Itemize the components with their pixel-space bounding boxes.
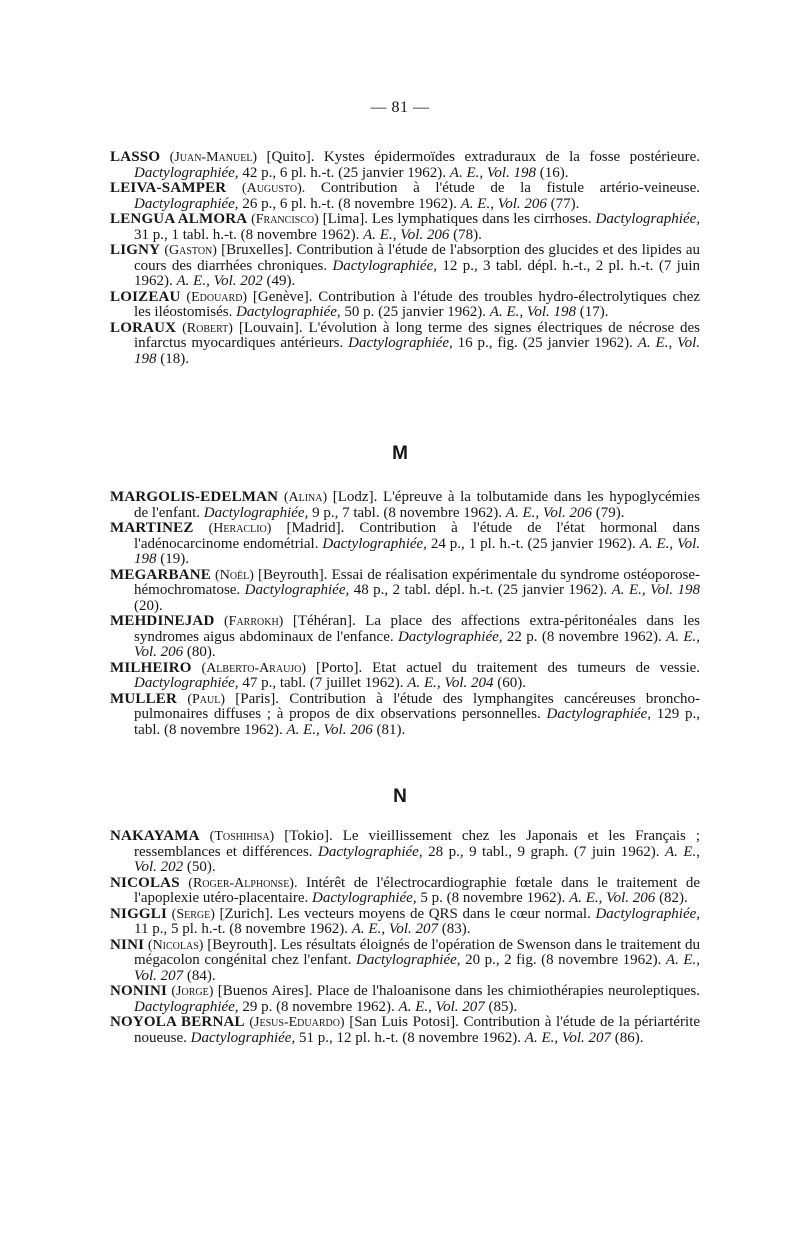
bibliography-entry: [110, 692, 700, 739]
entry-number: (18).: [160, 350, 189, 367]
entry-title: Essai de réalisation expérimentale du syndrome ostéoporose-hémochromatose.: [134, 566, 701, 598]
entry-journal: A. E.,: [286, 721, 320, 738]
entry-volume: Vol. 198: [134, 535, 701, 567]
entry-place: [Quito].: [266, 149, 315, 165]
entry-journal: A. E.,: [449, 164, 484, 181]
entry-source: Dactylographiée,: [134, 164, 239, 181]
entry-number: (80).: [186, 644, 216, 660]
entry-author-given-name: (Juan-Manuel): [169, 150, 258, 165]
entry-journal: A. E.,: [176, 273, 210, 289]
entry-place: [Paris].: [235, 690, 279, 707]
entry-author-name: MARGOLIS-EDELMAN: [110, 489, 279, 505]
entry-number: (60).: [497, 675, 527, 691]
bibliography-entry: [110, 829, 700, 876]
entry-journal: A. E.,: [611, 582, 646, 598]
entry-number: (77).: [550, 195, 580, 212]
entry-author-name: NIGGLI: [110, 905, 168, 922]
bibliography-entry: [110, 490, 700, 521]
section-letter-n: N: [393, 786, 407, 807]
entry-source: Dactylographiée,: [397, 628, 503, 645]
entry-source: Dactylographiée,: [348, 335, 453, 351]
bibliography-entry: [110, 907, 700, 938]
entry-author-given-name: (Toshihisa): [209, 829, 275, 844]
entry-place: [Buenos Aires].: [217, 983, 313, 999]
entry-place: [Beyrouth].: [257, 566, 328, 583]
bibliography-entry: [110, 290, 700, 321]
entry-title: Kystes épidermoïdes extraduraux de la fosse postérieure.: [323, 149, 701, 165]
bibliography-entry: [110, 661, 700, 692]
entry-number: (19).: [160, 551, 189, 567]
entry-author-given-name: (Alberto-Araujo): [201, 660, 307, 676]
entry-title: Les lymphatiques dans les cirrhoses.: [371, 211, 592, 227]
entry-place: [Madrid].: [286, 520, 345, 536]
entry-title: Etat actuel du traitement des tumeurs de vessie.: [372, 659, 701, 676]
entry-volume: Vol. 202: [213, 273, 263, 289]
entry-author-given-name: (Gaston): [164, 243, 217, 258]
entry-details: 50 p. (25 janvier 1962).: [344, 304, 487, 320]
entry-title: Intérêt de l'électrocardiographie fœtale dans le traitement de l'apoplexie utéro-placentaire.: [134, 874, 700, 906]
entry-number: (81).: [376, 721, 406, 738]
entry-author-name: MILHEIRO: [110, 659, 192, 676]
entry-journal: A. E.,: [664, 843, 701, 860]
entry-author-given-name: (Francisco): [251, 212, 319, 227]
bibliography-entry: [110, 614, 700, 661]
entry-volume: Vol. 198: [650, 582, 700, 598]
entry-author-name: LORAUX: [110, 319, 177, 336]
entry-title: Le vieillissement chez les Japonais et les Français ; ressemblances et différences.: [134, 828, 701, 860]
entry-journal: A. E.,: [639, 535, 674, 552]
entry-number: (82).: [659, 890, 688, 906]
entry-number: (78).: [453, 226, 482, 243]
entry-volume: Vol. 204: [444, 675, 494, 691]
entry-title: Contribution à l'étude des lymphangites cancéreuses broncho-pulmonaires diffuses ; à propos de dix observations personnelles.: [134, 690, 701, 722]
section-letter-m: M: [392, 443, 408, 464]
entry-author-given-name: (Nicolas): [147, 937, 204, 953]
section-m: [110, 490, 700, 738]
bibliography-entry: [110, 321, 700, 368]
entry-source: Dactylographiée,: [322, 535, 427, 552]
entry-source: Dactylographiée,: [203, 504, 309, 521]
entry-author-name: LIGNY: [110, 242, 161, 258]
entry-details: 12 p., 3 tabl. dépl. h.-t., 2 pl. h.-t. (7 juin 1962).: [134, 257, 701, 289]
entry-source: Dactylographiée,: [236, 304, 341, 320]
entry-author-given-name: (Robert): [182, 320, 233, 336]
entry-place: [Lodz].: [332, 489, 378, 505]
bibliography-entry: [110, 181, 700, 212]
entry-journal: A. E.,: [398, 998, 432, 1015]
entry-author-name: MEHDINEJAD: [110, 613, 215, 629]
entry-details: 29 p. (8 novembre 1962).: [242, 998, 395, 1015]
entry-author-name: NICOLAS: [110, 874, 180, 891]
entry-title: L'évolution à long terme des signes électriques de nécrose des infarctus myocardiques antérieurs.: [134, 319, 701, 351]
entry-volume: Vol. 202: [134, 859, 184, 875]
section-n: [110, 829, 700, 1046]
entry-number: (17).: [579, 304, 609, 320]
entry-volume: Vol. 207: [388, 921, 438, 937]
bibliography-entry: [110, 938, 700, 985]
entry-volume: Vol. 206: [542, 504, 593, 521]
entry-title: L'épreuve à la tolbutamide dans les hypoglycémies de l'enfant.: [134, 489, 701, 521]
entry-number: (85).: [488, 998, 518, 1015]
page-number: — 81 —: [370, 99, 430, 116]
entry-volume: Vol. 198: [134, 335, 701, 367]
entry-author-name: LEIVA-SAMPER: [110, 180, 227, 196]
entry-source: Dactylographiée,: [595, 905, 701, 922]
entry-volume: Vol. 206: [323, 721, 373, 738]
entry-journal: A. E.,: [666, 628, 701, 645]
entry-place: [Porto].: [315, 659, 363, 676]
entry-number: (79).: [595, 504, 625, 521]
entry-source: Dactylographiée,: [595, 211, 701, 227]
entry-place: [San Luis Potosi].: [349, 1014, 459, 1030]
entry-author-given-name: (Heraclio): [208, 521, 272, 536]
entry-details: 11 p., 5 pl. h.-t. (8 novembre 1962).: [134, 921, 348, 937]
entry-journal: A. E.,: [505, 504, 540, 521]
entry-source: Dactylographiée,: [134, 195, 239, 212]
entry-author-given-name: (Roger-Alphonse).: [188, 875, 298, 891]
entry-author-name: MULLER: [110, 690, 178, 707]
entry-volume: Vol. 207: [561, 1029, 612, 1046]
entry-author-name: NINI: [110, 936, 145, 953]
entry-details: 5 p. (8 novembre 1962).: [420, 890, 566, 906]
entry-author-name: LASSO: [110, 149, 161, 165]
entry-source: Dactylographiée,: [546, 706, 652, 722]
entry-journal: A. E.,: [460, 195, 494, 212]
entry-place: [Tokio].: [284, 828, 333, 844]
entry-author-given-name: (Serge): [171, 906, 215, 922]
entry-author-name: MEGARBANE: [110, 566, 211, 583]
entry-details: 129 p., tabl. (8 novembre 1962).: [134, 706, 701, 738]
entry-title: Les vecteurs moyens de QRS dans le cœur normal.: [277, 905, 591, 922]
entry-place: [Zurich].: [219, 905, 274, 922]
entry-place: [Beyrouth].: [207, 936, 277, 953]
entry-author-given-name: (Edouard): [186, 289, 248, 305]
entry-author-given-name: (Jesus-Eduardo): [249, 1015, 345, 1030]
entry-place: [Louvain].: [238, 319, 303, 336]
entry-number: (84).: [186, 967, 216, 984]
entry-number: (50).: [186, 859, 216, 875]
entry-number: (86).: [614, 1029, 644, 1046]
entry-volume: Vol. 198: [486, 164, 537, 181]
entry-number: (20).: [134, 597, 163, 614]
entry-details: 20 p., 2 fig. (8 novembre 1962).: [465, 952, 662, 968]
entry-place: [Téhéran].: [292, 613, 356, 629]
entry-details: 9 p., 7 tabl. (8 novembre 1962).: [312, 504, 503, 521]
entry-journal: A. E.,: [351, 921, 386, 937]
entry-details: 16 p., fig. (25 janvier 1962).: [457, 335, 633, 351]
bibliography-entry: [110, 1015, 700, 1046]
entry-journal: A. E.,: [363, 226, 397, 243]
entry-details: 24 p., 1 pl. h.-t. (25 janvier 1962).: [430, 535, 636, 552]
entry-source: Dactylographiée,: [355, 952, 461, 968]
entry-title: La place des affections extra-péritonéales dans les syndromes aigus abdominaux de l'enfance.: [134, 613, 701, 645]
section-l: [110, 150, 700, 367]
entry-author-name: NAKAYAMA: [110, 828, 200, 844]
entry-source: Dactylographiée,: [244, 582, 350, 598]
entry-place: [Lima].: [322, 211, 369, 227]
bibliography-entry: [110, 876, 700, 907]
bibliography-entry: [110, 984, 700, 1015]
entry-journal: A. E.,: [489, 304, 524, 320]
entry-title: Les résultats éloignés de l'opération de Swenson dans le traitement du mégacolon congénital chez l'enfant.: [134, 936, 700, 968]
entry-details: 28 p., 9 tabl., 9 graph. (7 juin 1962).: [428, 843, 660, 860]
entry-author-given-name: (Farrokh): [224, 614, 284, 629]
entry-author-given-name: (Alina): [283, 490, 328, 505]
entry-author-name: NOYOLA BERNAL: [110, 1014, 245, 1030]
entry-volume: Vol. 198: [526, 304, 577, 320]
entry-source: Dactylographiée,: [318, 843, 423, 860]
entry-volume: Vol. 206: [606, 890, 656, 906]
entry-details: 42 p., 6 pl. h.-t. (25 janvier 1962).: [242, 164, 447, 181]
entry-source: Dactylographiée,: [134, 675, 239, 691]
entry-details: 48 p., 2 tabl. dépl. h.-t. (25 janvier 1962).: [353, 582, 608, 598]
entry-volume: Vol. 206: [497, 195, 547, 212]
entry-volume: Vol. 206: [400, 226, 450, 243]
entry-author-name: NONINI: [110, 983, 168, 999]
entry-author-given-name: (Jorge): [171, 984, 214, 999]
entry-details: 31 p., 1 tabl. h.-t. (8 novembre 1962).: [134, 226, 360, 243]
entry-details: 22 p. (8 novembre 1962).: [506, 628, 662, 645]
entry-journal: A. E.,: [569, 890, 603, 906]
entry-number: (49).: [266, 273, 296, 289]
entry-number: (16).: [539, 164, 569, 181]
entry-journal: A. E.,: [637, 335, 673, 351]
entry-place: [Genève].: [252, 288, 313, 305]
bibliography-entry: [110, 568, 700, 615]
entry-author-name: MARTINEZ: [110, 520, 194, 536]
entry-details: 47 p., tabl. (7 juillet 1962).: [242, 675, 404, 691]
entry-title: Place de l'haloanisone dans les chimiothérapies neuroleptiques.: [316, 983, 701, 999]
entry-source: Dactylographiée,: [312, 890, 417, 906]
bibliography-entry: [110, 243, 700, 290]
entry-journal: A. E.,: [407, 675, 441, 691]
entry-title: Contribution à l'étude des troubles hydro-électrolytiques chez les iléostomisés.: [134, 288, 701, 320]
entry-volume: Vol. 207: [435, 998, 485, 1015]
entry-title: Contribution à l'étude de la périartérite noueuse.: [134, 1014, 701, 1046]
entry-place: [Bruxelles].: [221, 242, 293, 258]
entry-title: Contribution à l'étude de la fistule artério-veineuse.: [320, 180, 700, 196]
entry-journal: A. E.,: [665, 952, 701, 968]
entry-source: Dactylographiée,: [190, 1029, 296, 1046]
entry-author-name: LOIZEAU: [110, 288, 181, 305]
entry-journal: A. E.,: [524, 1029, 559, 1046]
entry-author-given-name: (Augusto).: [241, 181, 306, 196]
entry-title: Contribution à l'étude de l'absorption des glucides et des lipides au cours des diarrhées chroniques.: [134, 242, 701, 274]
entry-author-given-name: (Noël): [215, 567, 254, 583]
bibliography-entry: [110, 212, 700, 243]
bibliography-entry: [110, 150, 700, 181]
entry-details: 26 p., 6 pl. h.-t. (8 novembre 1962).: [242, 195, 457, 212]
entry-details: 51 p., 12 pl. h.-t. (8 novembre 1962).: [298, 1029, 522, 1046]
entry-source: Dactylographiée,: [332, 257, 437, 274]
entry-volume: Vol. 206: [134, 644, 184, 660]
bibliography-entry: [110, 521, 700, 568]
entry-author-name: LENGUA ALMORA: [110, 211, 248, 227]
entry-volume: Vol. 207: [134, 967, 184, 984]
entry-number: (83).: [441, 921, 471, 937]
entry-source: Dactylographiée,: [134, 998, 239, 1015]
entry-author-given-name: (Paul): [187, 691, 225, 707]
entry-title: Contribution à l'étude de l'état hormonal dans l'adénocarcinome endométrial.: [134, 520, 701, 552]
